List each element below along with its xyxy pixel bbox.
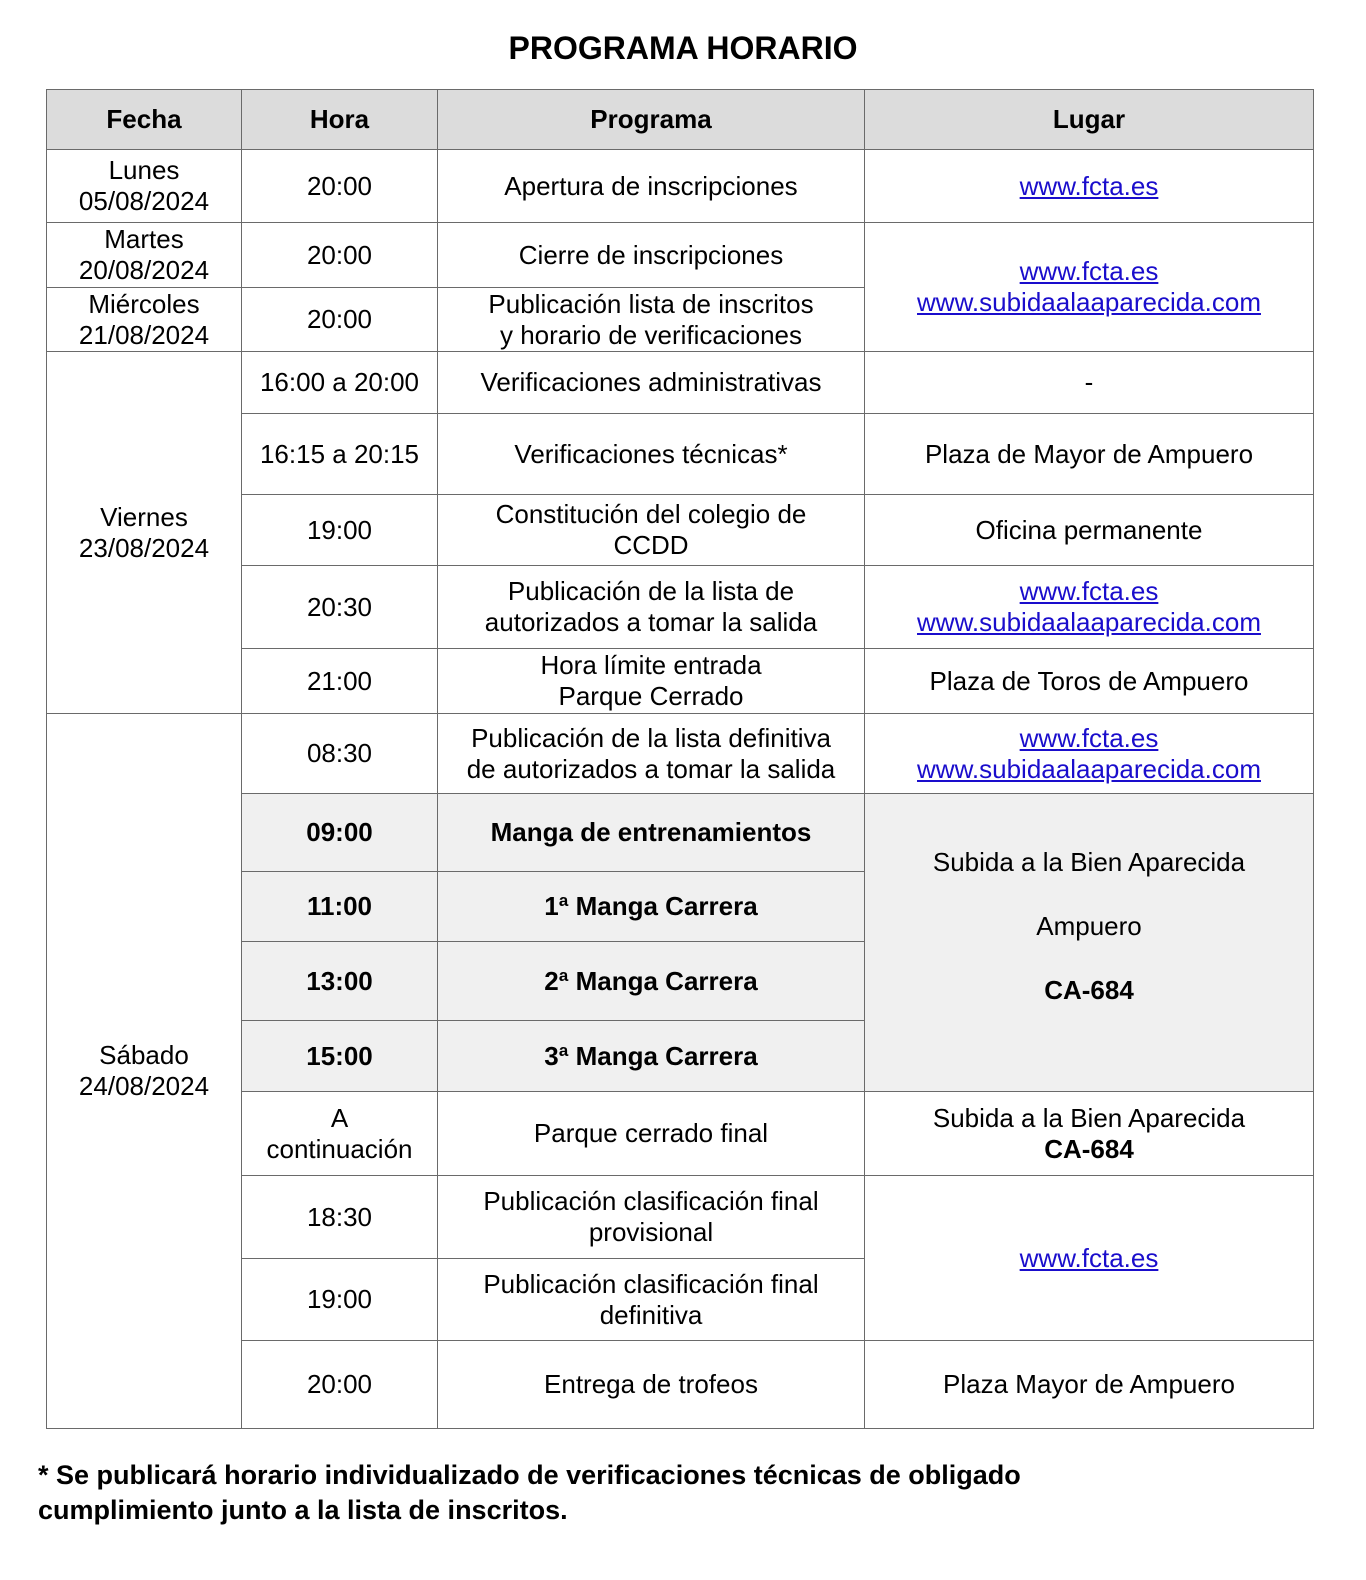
programa-line: Publicación de la lista definitiva <box>471 722 831 753</box>
table-row <box>47 150 1314 223</box>
programa-line: y horario de verificaciones <box>499 319 803 350</box>
programa-cell <box>438 1176 865 1259</box>
lugar-cell: Oficina permanente <box>865 495 1314 566</box>
spacer <box>871 878 1307 911</box>
programa-line: autorizados a tomar la salida <box>484 607 818 637</box>
lugar-cell <box>865 150 1314 223</box>
table-row <box>47 223 1314 288</box>
hora-cell: 15:00 <box>242 1021 438 1092</box>
lugar-cell: Plaza de Toros de Ampuero <box>865 649 1314 714</box>
hora-line: A <box>330 1102 349 1133</box>
programa-line: CCDD <box>613 530 689 560</box>
programa-cell: 2ª Manga Carrera <box>438 942 865 1021</box>
lugar-cell <box>865 1092 1314 1176</box>
day-name: Martes <box>104 224 184 254</box>
hora-cell: 19:00 <box>242 1259 438 1341</box>
programa-cell <box>438 714 865 794</box>
table-row <box>47 714 1314 794</box>
header-fecha: Fecha <box>47 90 242 150</box>
footnote-line: * Se publicará horario individualizado de verificaciones técnicas de obligado <box>38 1460 1021 1490</box>
day-date: 24/08/2024 <box>78 1071 210 1101</box>
lugar-line: Ampuero <box>1036 910 1142 941</box>
lugar-line: Subida a la Bien Aparecida <box>932 1102 1246 1133</box>
hora-cell: 18:30 <box>242 1176 438 1259</box>
day-name: Sábado <box>99 1040 189 1070</box>
hora-cell: 20:00 <box>242 288 438 352</box>
road-code: CA-684 <box>1044 974 1134 1005</box>
hora-cell: 20:30 <box>242 566 438 649</box>
lugar-cell: - <box>865 352 1314 414</box>
fecha-cell <box>47 223 242 288</box>
programa-cell: Verificaciones técnicas* <box>438 414 865 495</box>
lugar-cell <box>865 566 1314 649</box>
programa-cell <box>438 566 865 649</box>
programa-cell: 1ª Manga Carrera <box>438 872 865 942</box>
programa-cell <box>438 1259 865 1341</box>
fcta-link[interactable]: www.fcta.es <box>1019 1242 1159 1273</box>
lugar-line: Subida a la Bien Aparecida <box>932 846 1246 877</box>
schedule-table <box>46 89 1314 1429</box>
lugar-cell <box>865 794 1314 1092</box>
footnote <box>38 1458 1238 1528</box>
header-lugar: Lugar <box>865 90 1314 150</box>
programa-line: Publicación lista de inscritos <box>488 288 814 319</box>
programa-cell: Manga de entrenamientos <box>438 794 865 872</box>
programa-cell: Cierre de inscripciones <box>438 223 865 288</box>
header-programa: Programa <box>438 90 865 150</box>
lugar-cell <box>865 1176 1314 1341</box>
programa-line: Publicación clasificación final <box>483 1186 819 1216</box>
hora-cell: 09:00 <box>242 794 438 872</box>
hora-cell: 19:00 <box>242 495 438 566</box>
hora-line: continuación <box>266 1133 413 1164</box>
programa-cell: Verificaciones administrativas <box>438 352 865 414</box>
programa-cell <box>438 649 865 714</box>
hora-cell: 21:00 <box>242 649 438 714</box>
day-date: 20/08/2024 <box>78 255 210 285</box>
fcta-link[interactable]: www.fcta.es <box>1019 722 1159 753</box>
spacer <box>871 1006 1307 1039</box>
hora-cell <box>242 1092 438 1176</box>
lugar-cell <box>865 223 1314 352</box>
programa-cell: Parque cerrado final <box>438 1092 865 1176</box>
programa-line: Constitución del colegio de <box>495 499 807 529</box>
fecha-cell <box>47 150 242 223</box>
spacer <box>871 942 1307 975</box>
header-row <box>47 90 1314 150</box>
hora-cell: 16:15 a 20:15 <box>242 414 438 495</box>
lugar-cell: Plaza de Mayor de Ampuero <box>865 414 1314 495</box>
day-date: 05/08/2024 <box>78 186 210 216</box>
programa-line: Publicación clasificación final <box>483 1268 819 1299</box>
programa-line: provisional <box>588 1217 714 1247</box>
road-code: CA-684 <box>1044 1133 1134 1164</box>
fecha-cell <box>47 288 242 352</box>
programa-line: definitiva <box>599 1299 703 1330</box>
hora-cell: 20:00 <box>242 223 438 288</box>
day-date: 21/08/2024 <box>78 319 210 350</box>
programa-line: Parque Cerrado <box>558 681 744 711</box>
fcta-link[interactable]: www.fcta.es <box>1019 576 1159 606</box>
programa-line: Hora límite entrada <box>540 650 762 680</box>
programa-cell: 3ª Manga Carrera <box>438 1021 865 1092</box>
day-date: 23/08/2024 <box>78 532 210 563</box>
fecha-cell <box>47 714 242 1429</box>
subida-link[interactable]: www.subidaalaaparecida.com <box>917 607 1261 637</box>
hora-cell: 20:00 <box>242 150 438 223</box>
programa-cell <box>438 288 865 352</box>
programa-cell <box>438 495 865 566</box>
table-row <box>47 352 1314 414</box>
programa-cell: Apertura de inscripciones <box>438 150 865 223</box>
fcta-link[interactable]: www.fcta.es <box>1019 256 1159 286</box>
page-title: PROGRAMA HORARIO <box>508 30 858 66</box>
lugar-cell <box>865 714 1314 794</box>
header-hora: Hora <box>242 90 438 150</box>
fecha-cell <box>47 352 242 714</box>
subida-link[interactable]: www.subidaalaaparecida.com <box>917 287 1261 317</box>
lugar-cell: Plaza Mayor de Ampuero <box>865 1341 1314 1429</box>
programa-line: Publicación de la lista de <box>507 576 795 606</box>
subida-link[interactable]: www.subidaalaaparecida.com <box>917 753 1261 784</box>
hora-cell: 13:00 <box>242 942 438 1021</box>
programa-line: de autorizados a tomar la salida <box>466 753 836 784</box>
hora-cell: 08:30 <box>242 714 438 794</box>
day-name: Miércoles <box>88 288 200 319</box>
programa-cell: Entrega de trofeos <box>438 1341 865 1429</box>
footnote-line: cumplimiento junto a la lista de inscritos. <box>38 1495 568 1525</box>
hora-cell: 20:00 <box>242 1341 438 1429</box>
hora-cell: 11:00 <box>242 872 438 942</box>
fcta-link[interactable]: www.fcta.es <box>1019 170 1159 201</box>
hora-cell: 16:00 a 20:00 <box>242 352 438 414</box>
day-name: Lunes <box>108 155 180 185</box>
day-name: Viernes <box>100 501 188 532</box>
